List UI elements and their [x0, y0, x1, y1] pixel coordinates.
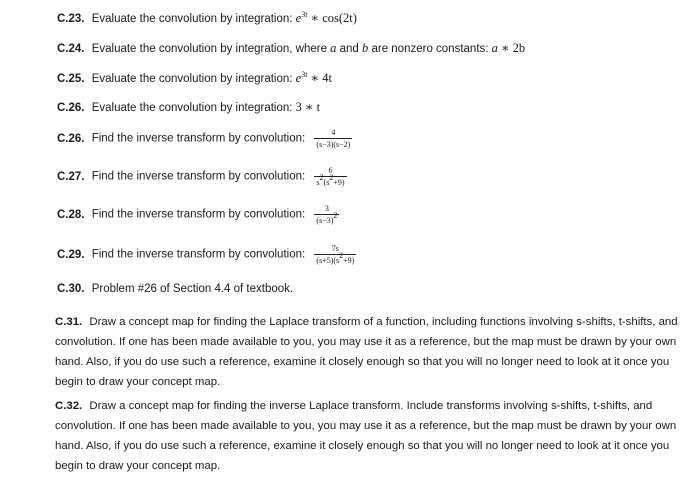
fraction: [314, 204, 339, 225]
numerator: 4: [331, 128, 336, 137]
problem-c31: [55, 312, 695, 392]
fraction: [314, 244, 356, 265]
problem-number: C.24.: [57, 43, 85, 55]
conjunction: and: [339, 43, 359, 55]
problem-number: C.23.: [57, 13, 85, 25]
problem-number: C.31.: [55, 316, 83, 328]
problem-text: Evaluate the convolution by integration, where: [91, 43, 327, 55]
problem-number: C.25.: [57, 73, 85, 85]
problem-number: C.30.: [57, 283, 85, 295]
problem-c29: [57, 244, 356, 265]
problem-text: Problem #26 of Section 4.4 of textbook.: [91, 283, 294, 295]
problem-text: Find the inverse transform by convolution:: [91, 132, 306, 145]
problem-text: Find the inverse transform by convolution:: [91, 248, 306, 261]
variable-a: a: [330, 41, 337, 55]
variable-b: b: [362, 41, 369, 55]
problem-c28: [57, 204, 339, 225]
problem-number: C.26.: [57, 132, 85, 145]
numerator: 6: [328, 166, 333, 175]
problem-c30: [57, 283, 293, 295]
numerator: 7s: [331, 244, 339, 253]
math-expression: $e^{3t}$ ∗ 4t: [295, 70, 332, 85]
problem-number: C.26.: [57, 102, 85, 114]
math-expression: a ∗ 2b: [491, 41, 526, 55]
problem-c26-inverse: [57, 128, 352, 149]
denominator: $s^2(s^2+9)$: [316, 173, 345, 187]
problem-text-2: are nonzero constants:: [371, 43, 489, 55]
numerator: 3: [324, 204, 329, 213]
problem-c27: [57, 166, 347, 187]
math-expression: 3 ∗ t: [295, 100, 321, 114]
fraction: [314, 128, 352, 149]
problem-number: C.29.: [57, 248, 85, 261]
problem-text: Evaluate the convolution by integration:: [91, 13, 293, 25]
problem-c24: [57, 40, 525, 56]
denominator: $(s+5)(s^2+9)$: [316, 251, 355, 265]
problem-text: Evaluate the convolution by integration:: [91, 73, 293, 85]
problem-text: Find the inverse transform by convolution:: [91, 208, 306, 221]
problem-text: Find the inverse transform by convolution:: [91, 170, 306, 183]
problem-number: C.32.: [55, 400, 83, 412]
math-expression: $e^{3t}$ ∗ cos(2t): [295, 10, 357, 25]
problem-c26-evaluate: [57, 99, 320, 115]
problem-text: Draw a concept map for finding the Laplace transform of a function, including functions involving s-shifts, t-shifts, and convolution. If one has been made available to you, you may use it as a reference, but the map must be drawn by your own hand. Also, if you do use such a reference, examine it closely enough so that you will no longer need to look at it once you begin to draw your concept map.: [55, 316, 678, 388]
problem-text: Evaluate the convolution by integration:: [91, 102, 293, 114]
problem-number: C.27.: [57, 170, 85, 183]
problem-c23: [57, 10, 357, 26]
problem-text: Draw a concept map for finding the inverse Laplace transform. Include transforms involving s-shifts, t-shifts, and convolution. If one has been made available to you, you may use it as a reference, but the map must be drawn by your own hand. Also, if you do use such a reference, examine it closely enough so that you will no longer need to look at it once you begin to draw your concept map.: [55, 400, 677, 472]
problem-c32: [55, 396, 695, 476]
fraction: [314, 166, 346, 187]
problem-number: C.28.: [57, 208, 85, 221]
denominator: $(s-3)^2$: [316, 211, 338, 225]
problem-c25: [57, 70, 332, 86]
denominator: (s−3)(s−2): [316, 140, 351, 149]
